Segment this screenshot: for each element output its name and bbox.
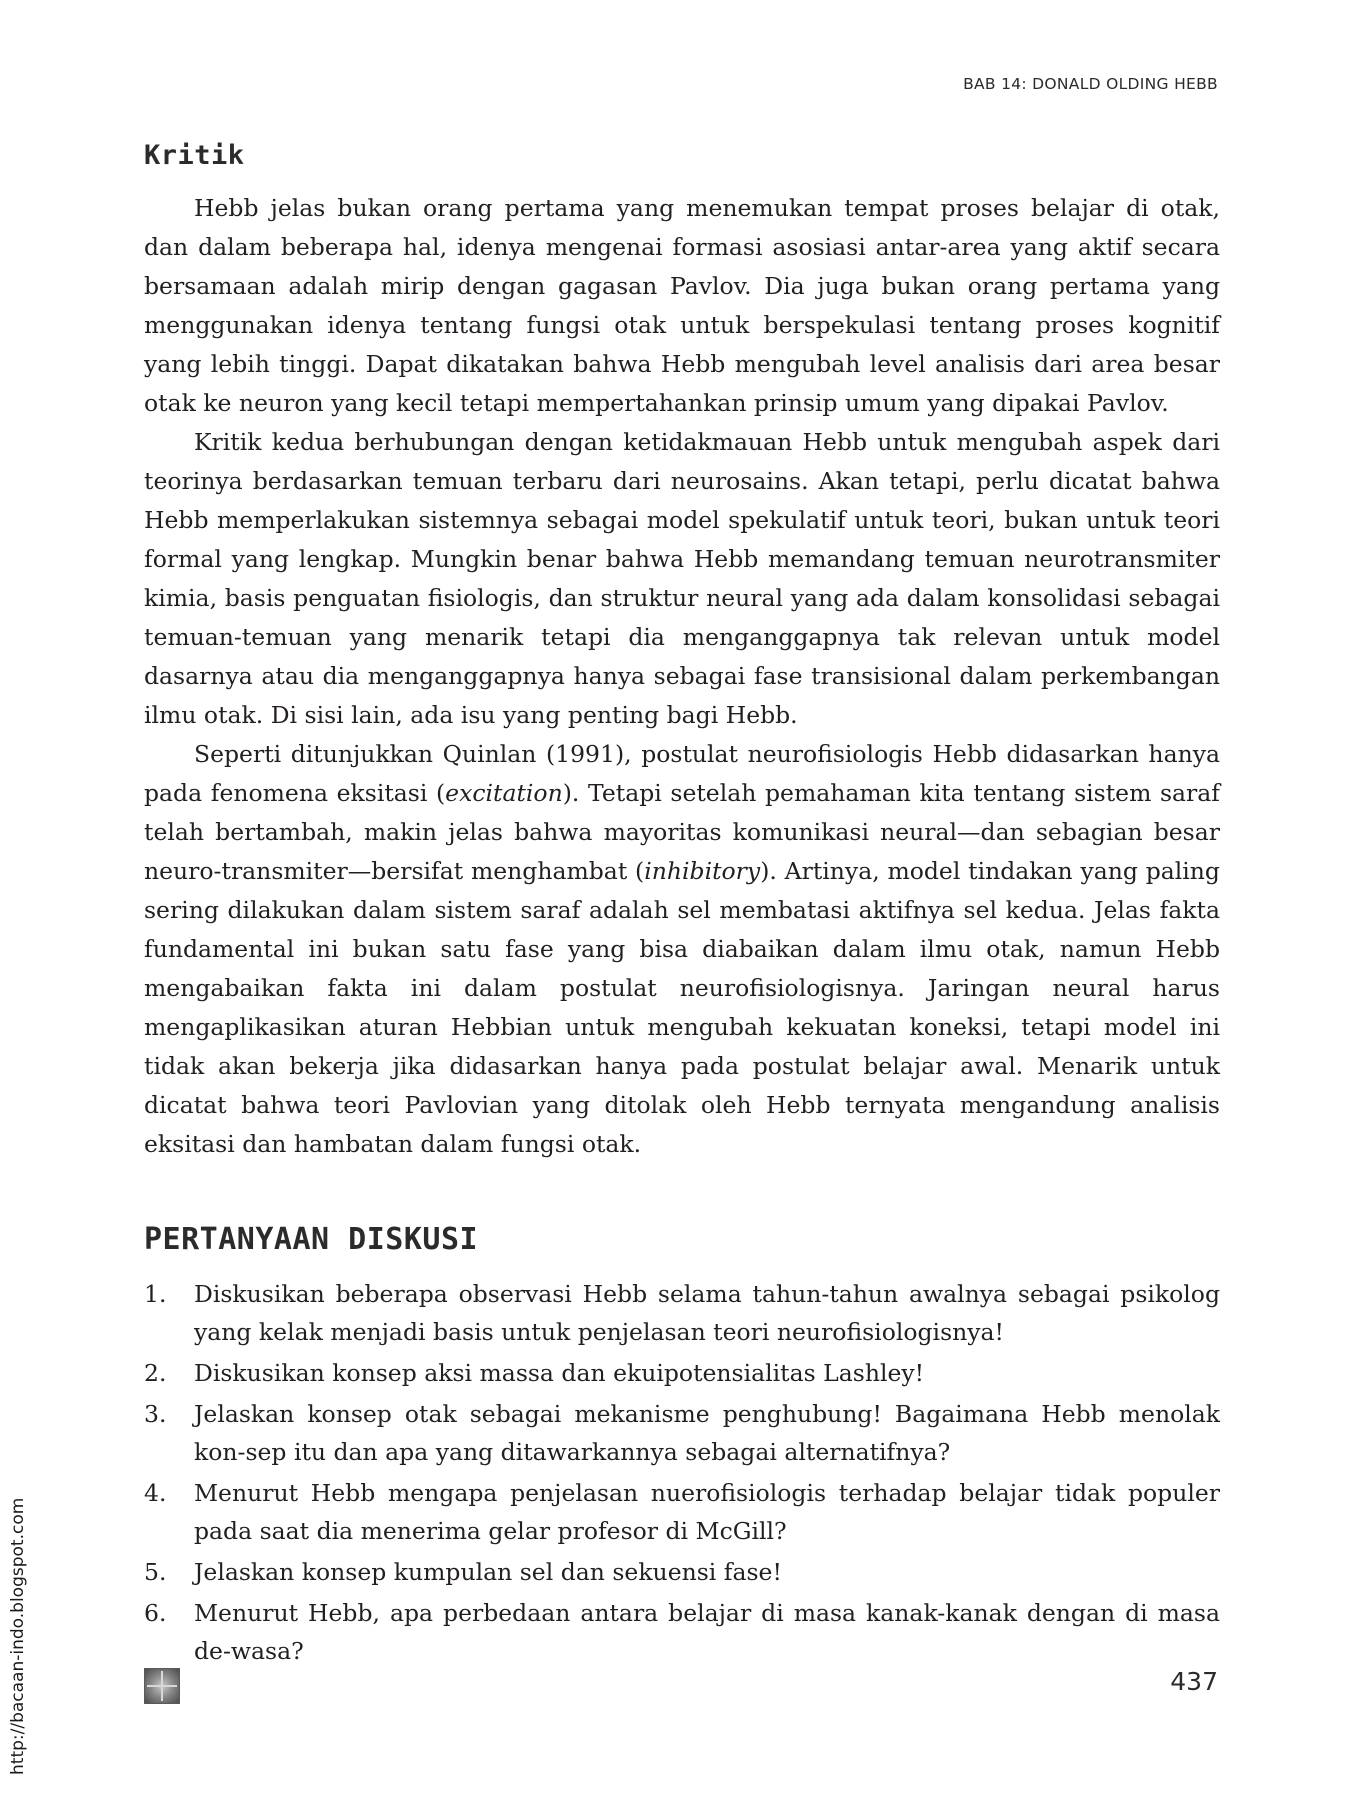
- list-item: [144, 1553, 1220, 1591]
- page-number: 437: [1170, 1667, 1218, 1696]
- question-number: 6.: [144, 1599, 167, 1627]
- paragraph-text: ). Tetapi setelah pemahaman kita tentang sistem saraf telah bertambah, makin jelas bahwa mayoritas komunikasi neural—dan sebagian besar neuro-transmiter—bersifat menghambat (: [144, 779, 1220, 885]
- paragraph-text: Hebb jelas bukan orang pertama yang menemukan tempat proses belajar di otak, dan dalam beberapa hal, idenya mengenai formasi asosiasi antar-area yang aktif secara bersamaan adalah mirip dengan gagasan Pavlov. Dia juga bukan orang pertama yang menggunakan idenya tentang fungsi otak untuk berspekulasi tentang proses kognitif yang lebih tinggi. Dapat dikatakan bahwa Hebb mengubah level analisis dari area besar otak ke neuron yang kecil tetapi mempertahankan prinsip umum yang dipakai Pavlov.: [144, 194, 1220, 417]
- kritik-paragraph-3: [144, 735, 1220, 1164]
- corner-ornament-icon: [144, 1668, 180, 1704]
- question-text: Diskusikan beberapa observasi Hebb selama tahun-tahun awalnya sebagai psikolog yang kelak menjadi basis untuk penjelasan teori neurofisiologisnya!: [194, 1280, 1220, 1346]
- question-number: 5.: [144, 1558, 167, 1586]
- paragraph-text: Kritik kedua berhubungan dengan ketidakmauan Hebb untuk mengubah aspek dari teorinya berdasarkan temuan terbaru dari neurosains. Akan tetapi, perlu dicatat bahwa Hebb memperlakukan sistemnya sebagai model spekulatif untuk teori, bukan untuk teori formal yang lengkap. Mungkin benar bahwa Hebb memandang temuan neurotransmiter kimia, basis penguatan fisiologis, dan struktur neural yang ada dalam konsolidasi sebagai temuan-temuan yang menarik tetapi dia menganggapnya tak relevan untuk model dasarnya atau dia menganggapnya hanya sebagai fase transisional dalam perkembangan ilmu otak. Di sisi lain, ada isu yang penting bagi Hebb.: [144, 428, 1220, 729]
- list-item: [144, 1594, 1220, 1670]
- discussion-question-list: [144, 1275, 1220, 1670]
- list-item: [144, 1354, 1220, 1392]
- question-text: Diskusikan konsep aksi massa dan ekuipotensialitas Lashley!: [194, 1359, 925, 1387]
- list-item: [144, 1395, 1220, 1471]
- page-content: [144, 140, 1220, 1673]
- italic-term-excitation: excitation: [445, 779, 563, 807]
- paragraph-text: Seperti ditunjukkan Quinlan (1991), postulat neurofisiologis Hebb didasarkan hanya pada fenomena eksitasi (: [144, 740, 1220, 807]
- question-number: 4.: [144, 1479, 167, 1507]
- kritik-paragraph-2: [144, 423, 1220, 735]
- italic-term-inhibitory: inhibitory: [644, 857, 761, 885]
- section-heading-pertanyaan-diskusi: PERTANYAAN DISKUSI: [144, 1222, 479, 1257]
- kritik-paragraph-1: [144, 189, 1220, 423]
- question-text: Jelaskan konsep kumpulan sel dan sekuensi fase!: [194, 1558, 782, 1586]
- list-item: [144, 1275, 1220, 1351]
- question-text: Menurut Hebb mengapa penjelasan nuerofisiologis terhadap belajar tidak populer pada saat dia menerima gelar profesor di McGill?: [194, 1479, 1220, 1545]
- watermark-url: http://bacaan-indo.blogspot.com: [8, 1497, 28, 1775]
- running-head: BAB 14: DONALD OLDING HEBB: [963, 75, 1218, 93]
- question-number: 2.: [144, 1359, 167, 1387]
- question-text: Jelaskan konsep otak sebagai mekanisme penghubung! Bagaimana Hebb menolak kon-sep itu dan apa yang ditawarkannya sebagai alternatifnya?: [194, 1400, 1220, 1466]
- question-text: Menurut Hebb, apa perbedaan antara belajar di masa kanak-kanak dengan di masa de-wasa?: [194, 1599, 1220, 1665]
- paragraph-text: ). Artinya, model tindakan yang paling sering dilakukan dalam sistem saraf adalah sel membatasi aktifnya sel kedua. Jelas fakta fundamental ini bukan satu fase yang bisa diabaikan dalam ilmu otak, namun Hebb mengabaikan fakta ini dalam postulat neurofisiologisnya. Jaringan neural harus mengaplikasikan aturan Hebbian untuk mengubah kekuatan koneksi, tetapi model ini tidak akan bekerja jika didasarkan hanya pada postulat belajar awal. Menarik untuk dicatat bahwa teori Pavlovian yang ditolak oleh Hebb ternyata mengandung analisis eksitasi dan hambatan dalam fungsi otak.: [144, 857, 1220, 1158]
- list-item: [144, 1474, 1220, 1550]
- question-number: 3.: [144, 1400, 167, 1428]
- section-heading-kritik: Kritik: [144, 140, 245, 171]
- question-number: 1.: [144, 1280, 167, 1308]
